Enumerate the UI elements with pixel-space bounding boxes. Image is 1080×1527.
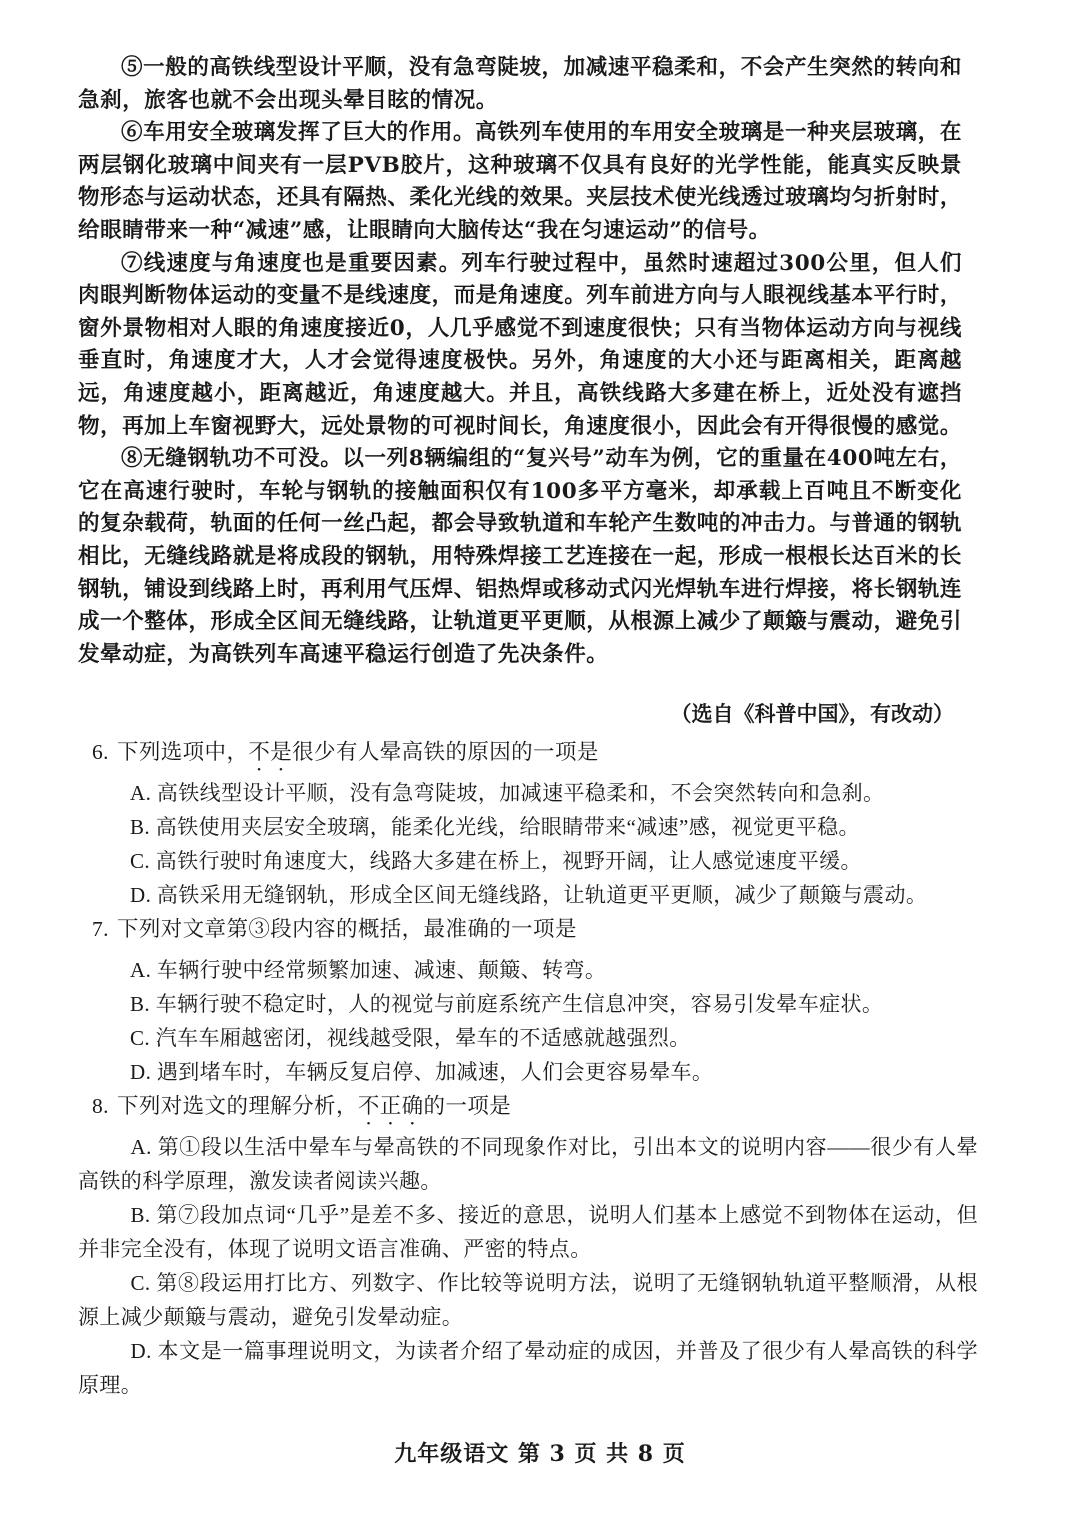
stem-text: 下列对选文的理解分析， bbox=[116, 1094, 358, 1118]
option-b: B. 第⑦段加点词“几乎”是差不多、接近的意思，说明人们基本上感觉不到物体在运动，但并非完全没有，体现了说明文语言准确、严密的特点。 bbox=[78, 1203, 978, 1261]
option-d: D. 本文是一篇事理说明文，为读者介绍了晕动症的成因，并普及了很少有人晕高铁的科学原理。 bbox=[78, 1339, 978, 1397]
question-6 bbox=[78, 735, 978, 912]
stem-emphasis: 不是 bbox=[248, 740, 293, 764]
passage-paragraph-5: ⑤一般的高铁线型设计平顺，没有急弯陡坡，加减速平稳柔和，不会产生突然的转向和急刹，旅客也就不会出现头晕目眩的情况。 bbox=[78, 55, 962, 113]
passage-paragraph-8: ⑧无缝钢轨功不可没。以一列8辆编组的“复兴号”动车为例，它的重量在400吨左右，它在高速行驶时，车轮与钢轨的接触面积仅有100多平方毫米，却承载上百吨且不断变化的复杂载荷，轨面的任何一丝凸起，都会导致轨道和车轮产生数吨的冲击力。与普通的钢轨相比，无缝线路就是将成段的钢轨，用特殊焊接工艺连接在一起，形成一根根长达百米的长钢轨，铺设到线路上时，再利用气压焊、铝热焊或移动式闪光焊轨车进行焊接，将长钢轨连成一个整体，形成全区间无缝线路，让轨道更平更顺，从根源上减少了颠簸与震动，避免引发晕动症，为高铁列车高速平稳运行创造了先决条件。 bbox=[78, 446, 963, 667]
option-a: A. 车辆行驶中经常频繁加速、减速、颠簸、转弯。 bbox=[130, 958, 607, 982]
option-b: B. 高铁使用夹层安全玻璃，能柔化光线，给眼睛带来“减速”感，视觉更平稳。 bbox=[130, 815, 860, 839]
page-footer: 九年级语文 第 3 页 共 8 页 bbox=[394, 1441, 686, 1467]
option-d: D. 高铁采用无缝钢轨，形成全区间无缝线路，让轨道更平更顺，减少了颠簸与震动。 bbox=[130, 883, 928, 907]
stem-text-end: 很少有人晕高铁的原因的一项是 bbox=[292, 740, 599, 764]
passage-paragraph-6: ⑥车用安全玻璃发挥了巨大的作用。高铁列车使用的车用安全玻璃是一种夹层玻璃，在两层钢化玻璃中间夹有一层PVB胶片，这种玻璃不仅具有良好的光学性能，能真实反映景物形态与运动状态，还具有隔热、柔化光线的效果。夹层技术使光线透过玻璃均匀折射时，给眼睛带来一种“减速”感，让眼睛向大脑传达“我在匀速运动”的信号。 bbox=[78, 120, 963, 243]
question-8 bbox=[78, 1089, 978, 1402]
option-d: D. 遇到堵车时，车辆反复启停、加减速，人们会更容易晕车。 bbox=[130, 1060, 714, 1084]
question-number: 7. bbox=[92, 917, 109, 941]
passage-paragraph-7: ⑦线速度与角速度也是重要因素。列车行驶过程中，虽然时速超过300公里，但人们肉眼判断物体运动的变量不是线速度，而是角速度。列车前进方向与人眼视线基本平行时，窗外景物相对人眼的角速度接近0，人几乎感觉不到速度很快；只有当物体运动方向与视线垂直时，角速度才大，人才会觉得速度极快。另外，角速度的大小还与距离相关，距离越远，角速度越小，距离越近，角速度越大。并且，高铁线路大多建在桥上，近处没有遮挡物，再加上车窗视野大，远处景物的可视时间长，角速度很小，因此会有开得很慢的感觉。 bbox=[78, 250, 963, 439]
reading-passage bbox=[78, 52, 962, 671]
question-7 bbox=[78, 912, 978, 1089]
stem-text: 下列选项中， bbox=[116, 740, 249, 764]
stem-emphasis: 不正确 bbox=[357, 1094, 424, 1118]
stem-text-end: 的一项是 bbox=[423, 1094, 512, 1118]
passage-source: （选自《科普中国》，有改动） bbox=[670, 701, 954, 726]
option-a: A. 高铁线型设计平顺，没有急弯陡坡，加减速平稳柔和，不会突然转向和急刹。 bbox=[130, 781, 885, 805]
option-a: A. 第①段以生活中晕车与晕高铁的不同现象作对比，引出本文的说明内容——很少有人晕高铁的科学原理，激发读者阅读兴趣。 bbox=[78, 1135, 978, 1193]
question-number: 6. bbox=[92, 740, 109, 764]
question-number: 8. bbox=[92, 1094, 109, 1118]
option-c: C. 高铁行驶时角速度大，线路大多建在桥上，视野开阔，让人感觉速度平缓。 bbox=[130, 849, 862, 873]
option-c: C. 第⑧段运用打比方、列数字、作比较等说明方法，说明了无缝钢轨轨道平整顺滑，从根源上减少颠簸与震动，避免引发晕动症。 bbox=[78, 1271, 978, 1329]
option-c: C. 汽车车厢越密闭，视线越受限，晕车的不适感就越强烈。 bbox=[130, 1026, 691, 1050]
question-stem bbox=[92, 912, 978, 953]
question-stem bbox=[92, 1089, 978, 1130]
question-list bbox=[78, 735, 978, 1402]
stem-text: 下列对文章第③段内容的概括，最准确的一项是 bbox=[116, 917, 577, 941]
question-stem bbox=[92, 735, 978, 776]
option-b: B. 车辆行驶不稳定时，人的视觉与前庭系统产生信息冲突，容易引发晕车症状。 bbox=[130, 992, 884, 1016]
